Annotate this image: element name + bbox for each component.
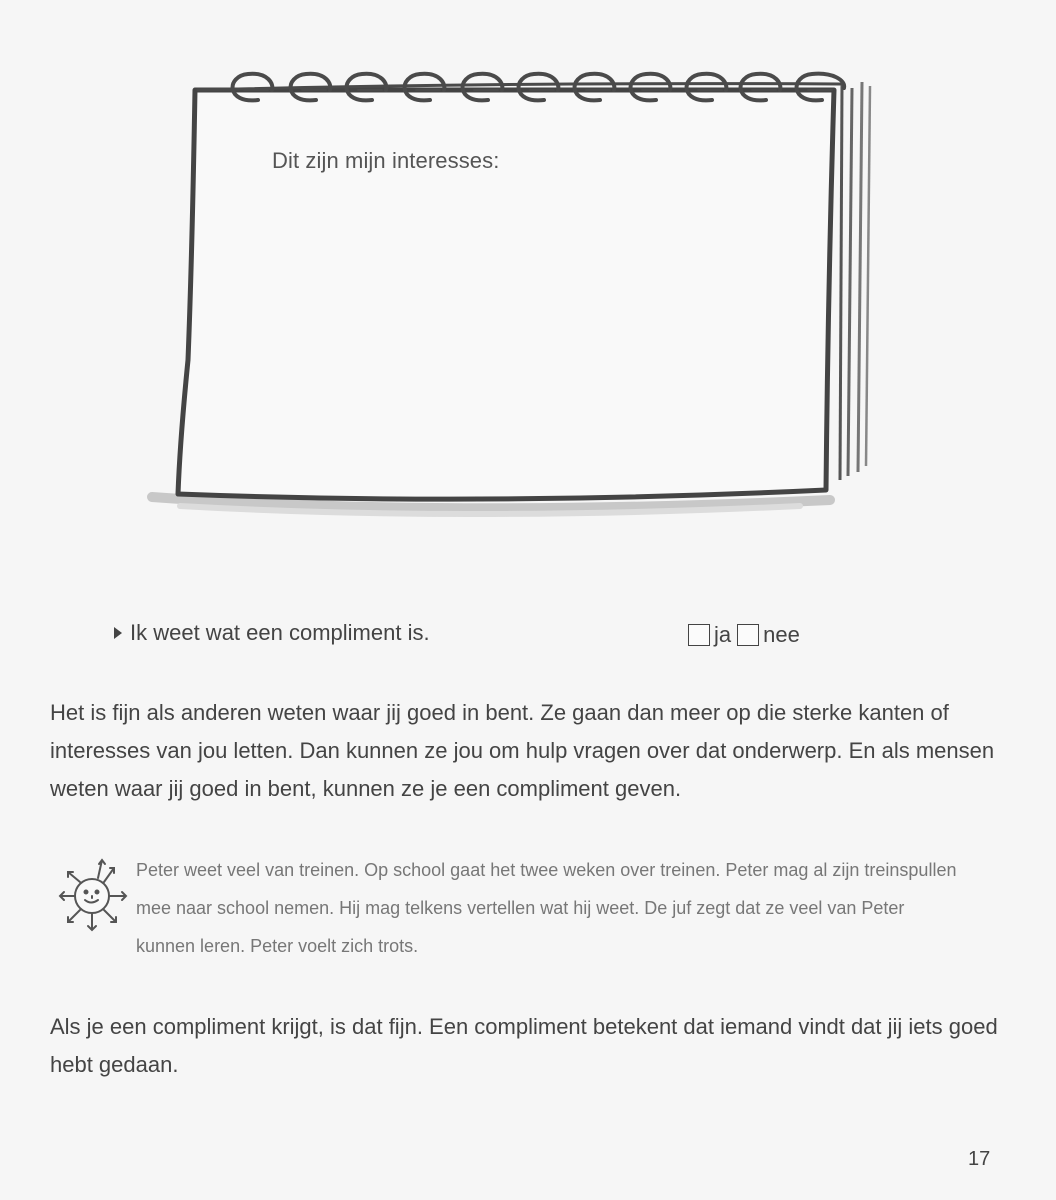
notepad-illustration (140, 60, 890, 540)
checkbox-nee[interactable] (737, 624, 759, 646)
question-row (114, 620, 430, 646)
paragraph-compliment: Als je een compliment krijgt, is dat fijn. Een compliment betekent dat iemand vindt dat jij iets goed hebt gedaan. (50, 1014, 998, 1077)
page-number: 17 (968, 1148, 991, 1170)
checkbox-ja[interactable] (688, 624, 710, 646)
example-story: Peter weet veel van treinen. Op school gaat het twee weken over treinen. Peter mag al zijn treinspullen mee naar school nemen. Hij mag telkens vertellen wat hij weet. De juf zegt dat ze veel van Peter kunnen leren. Peter voelt zich trots. (136, 860, 957, 956)
checkbox-nee-label: nee (763, 622, 800, 647)
answer-options (688, 622, 806, 648)
notepad-prompt: Dit zijn mijn interesses: (272, 148, 500, 173)
spiral-binding (198, 74, 844, 101)
paragraph-strengths: Het is fijn als anderen weten waar jij goed in bent. Ze gaan dan meer op die sterke kanten of interesses van jou letten. Dan kunnen ze jou om hulp vragen over dat onderwerp. En als mensen weten waar jij goed in bent, kunnen ze je een compliment geven. (50, 700, 995, 801)
triangle-bullet-icon (114, 627, 122, 639)
notepad-drawing (140, 60, 890, 540)
question-text: Ik weet wat een compliment is. (130, 620, 430, 645)
checkbox-ja-label: ja (714, 622, 732, 647)
sun-face-icon (54, 852, 134, 936)
